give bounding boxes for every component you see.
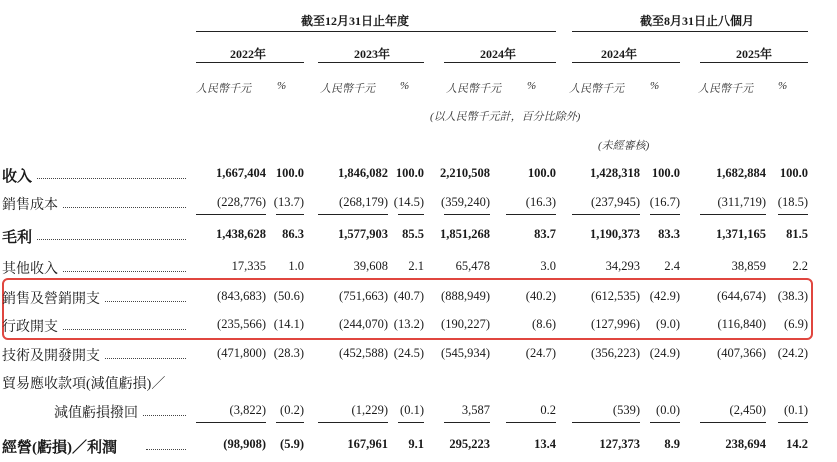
percent-cell: 86.3 [282,227,304,241]
amount-cell: 65,478 [455,259,490,273]
percent-cell: 100.0 [527,166,556,180]
percent-cell: (40.7) [393,289,424,303]
amount-cell: 295,223 [449,437,490,451]
subtotal-rule [778,214,808,215]
amount-cell: 238,694 [725,437,766,451]
percent-cell: 0.2 [540,403,556,417]
dot-leader [63,328,186,330]
percent-cell: (13.2) [393,317,424,331]
year-2025-8m-rule [700,62,808,63]
amount-cell: 1,577,903 [338,227,388,241]
percent-cell: (50.6) [273,289,304,303]
amount-cell: 167,961 [347,437,388,451]
amount-cell: 1,682,884 [716,166,766,180]
percent-cell: (8.6) [532,317,556,331]
percent-cell: 100.0 [275,166,304,180]
amount-cell: 1,851,268 [440,227,490,241]
dot-leader [37,238,186,240]
percent-cell: (40.2) [525,289,556,303]
header-group-eight-months: 截至8月31日止八個月 [640,14,755,28]
row-label: 銷售及營銷開支 [2,292,100,307]
percent-cell: 100.0 [779,166,808,180]
amount-cell: (644,674) [717,289,766,303]
amount-cell: (311,719) [717,195,766,209]
percent-cell: 9.1 [408,437,424,451]
percent-cell: 81.5 [786,227,808,241]
amount-cell: 3,587 [461,403,490,417]
year-2022: 2022年 [230,47,267,61]
dot-leader [37,177,186,179]
percent-cell: 2.1 [408,259,424,273]
amount-cell: (471,800) [217,346,266,360]
amount-cell: (244,070) [339,317,388,331]
subtotal-rule [318,422,388,423]
row-label: 減值虧損撥回 [54,406,138,421]
row-label: 其他收入 [2,262,58,277]
subtotal-rule [778,422,808,423]
percent-cell: 2.2 [792,259,808,273]
percent-cell: 100.0 [395,166,424,180]
pct-label-5: % [778,80,788,92]
subtotal-rule [196,214,266,215]
amount-cell: 17,335 [231,259,266,273]
subtotal-rule [650,214,680,215]
dot-leader [105,357,186,359]
amount-cell: 1,371,165 [716,227,766,241]
percent-cell: (42.9) [649,289,680,303]
amount-cell: (843,683) [217,289,266,303]
amount-cell: 1,667,404 [216,166,266,180]
unaudited-note: (未經審核) [598,140,650,152]
amount-cell: (237,945) [591,195,640,209]
row-label: 經營(虧損)／利潤 [2,440,117,456]
subtotal-rule [506,422,556,423]
subtotal-rule [398,422,424,423]
percent-cell: 13.4 [534,437,556,451]
percent-cell: 85.5 [402,227,424,241]
units-note: (以人民幣千元計，百分比除外) [430,111,581,123]
percent-cell: 83.7 [534,227,556,241]
amount-cell: (359,240) [441,195,490,209]
row-label: 毛利 [2,230,33,246]
percent-cell: 2.4 [664,259,680,273]
amount-cell: 1,438,628 [216,227,266,241]
currency-label-2: 人民幣千元 [320,83,375,95]
percent-cell: (6.9) [784,317,808,331]
subtotal-rule [444,214,490,215]
percent-cell: 1.0 [288,259,304,273]
year-2024-8m: 2024年 [601,47,638,61]
currency-label-5: 人民幣千元 [698,83,753,95]
percent-cell: (0.1) [784,403,808,417]
percent-cell: 3.0 [540,259,556,273]
pct-label-1: % [277,80,287,92]
percent-cell: (14.5) [393,195,424,209]
percent-cell: (16.3) [525,195,556,209]
amount-cell: (751,663) [339,289,388,303]
amount-cell: (3,822) [229,403,266,417]
amount-cell: (888,949) [441,289,490,303]
percent-cell: (28.3) [273,346,304,360]
pct-label-3: % [527,80,537,92]
amount-cell: (545,934) [441,346,490,360]
row-label: 技術及開發開支 [2,349,100,364]
subtotal-rule [276,422,304,423]
amount-cell: (116,840) [717,317,766,331]
percent-cell: (24.9) [649,346,680,360]
percent-cell: 83.3 [658,227,680,241]
pct-label-4: % [650,80,660,92]
amount-cell: (452,588) [339,346,388,360]
percent-cell: (16.7) [649,195,680,209]
percent-cell: (38.3) [777,289,808,303]
percent-cell: (5.9) [280,437,304,451]
row-label: 收入 [2,169,33,185]
percent-cell: (0.1) [400,403,424,417]
amount-cell: (356,223) [591,346,640,360]
dot-leader [63,270,186,272]
pct-label-2: % [400,80,410,92]
amount-cell: (2,450) [729,403,766,417]
amount-cell: 1,190,373 [590,227,640,241]
year-2023: 2023年 [354,47,391,61]
dot-leader [63,206,186,208]
amount-cell: (228,776) [217,195,266,209]
subtotal-rule [318,214,388,215]
subtotal-rule [444,422,490,423]
amount-cell: 1,846,082 [338,166,388,180]
year-2024-8m-rule [572,62,680,63]
subtotal-rule [650,422,680,423]
percent-cell: 8.9 [664,437,680,451]
amount-cell: 127,373 [599,437,640,451]
subtotal-rule [572,422,640,423]
currency-label-3: 人民幣千元 [446,83,501,95]
percent-cell: 14.2 [786,437,808,451]
subtotal-rule [398,214,424,215]
row-label: 銷售成本 [2,198,58,213]
subtotal-rule [700,214,766,215]
amount-cell: 39,608 [353,259,388,273]
row-label: 行政開支 [2,320,58,335]
amount-cell: (268,179) [339,195,388,209]
percent-cell: (18.5) [777,195,808,209]
percent-cell: (24.2) [777,346,808,360]
percent-cell: (24.7) [525,346,556,360]
amount-cell: (127,996) [591,317,640,331]
amount-cell: (190,227) [441,317,490,331]
header-group-eight-months-rule [572,31,808,32]
amount-cell: (98,908) [223,437,266,451]
dot-leader [105,300,186,302]
amount-cell: (612,535) [591,289,640,303]
subtotal-rule [276,214,304,215]
subtotal-rule [196,422,266,423]
percent-cell: (0.0) [656,403,680,417]
currency-label-1: 人民幣千元 [196,83,251,95]
percent-cell: (14.1) [273,317,304,331]
amount-cell: 38,859 [731,259,766,273]
header-group-year: 截至12月31日止年度 [301,14,410,28]
amount-cell: 1,428,318 [590,166,640,180]
subtotal-rule [506,214,556,215]
percent-cell: 100.0 [651,166,680,180]
amount-cell: (407,366) [717,346,766,360]
year-2022-rule [196,62,304,63]
year-2023-rule [318,62,424,63]
percent-cell: (0.2) [280,403,304,417]
year-2025-8m: 2025年 [736,47,773,61]
currency-label-4: 人民幣千元 [569,83,624,95]
amount-cell: (235,566) [217,317,266,331]
percent-cell: (24.5) [393,346,424,360]
amount-cell: (539) [612,403,640,417]
year-2024-rule [444,62,556,63]
header-group-year-rule [196,31,556,32]
subtotal-rule [700,422,766,423]
subtotal-rule [572,214,640,215]
percent-cell: (13.7) [273,195,304,209]
row-label: 貿易應收款項(減值虧損)／ [2,377,166,392]
percent-cell: (9.0) [656,317,680,331]
amount-cell: (1,229) [351,403,388,417]
year-2024: 2024年 [480,47,517,61]
amount-cell: 2,210,508 [440,166,490,180]
amount-cell: 34,293 [605,259,640,273]
